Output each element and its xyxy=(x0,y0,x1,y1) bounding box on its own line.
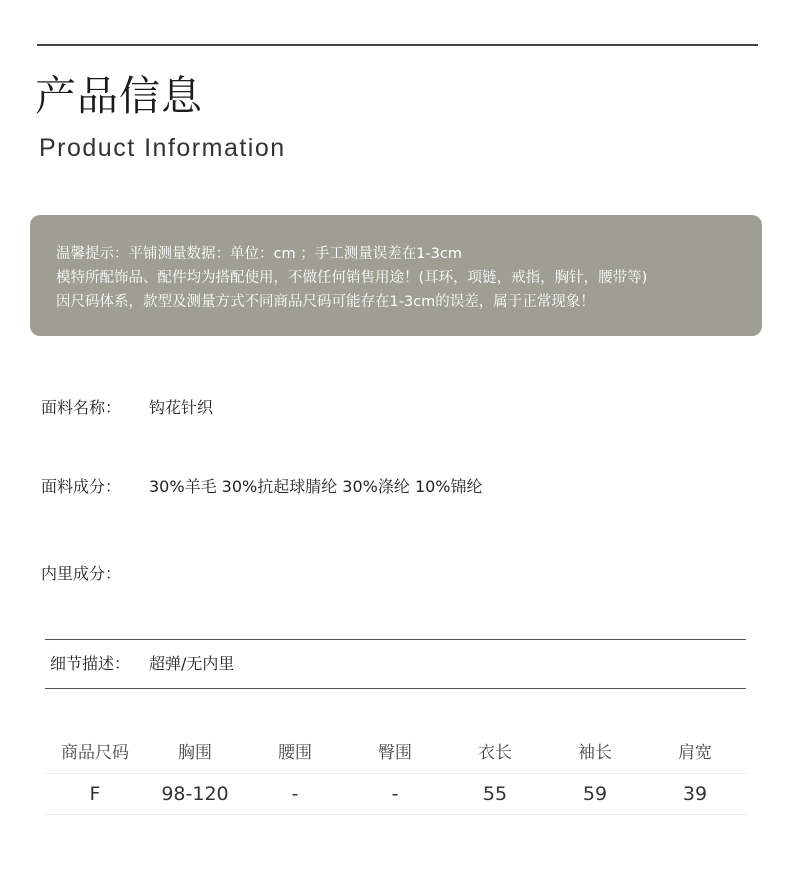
lining-composition-label: 内里成分： xyxy=(41,564,122,583)
header-shoulder: 肩宽 xyxy=(678,743,712,763)
page-subtitle: Product Information xyxy=(39,134,286,162)
header-length: 衣长 xyxy=(478,743,512,763)
header-hip: 臀围 xyxy=(378,743,412,763)
size-table xyxy=(45,733,746,815)
cell-length: 55 xyxy=(482,783,508,805)
notice-box xyxy=(30,215,762,336)
notice-line-accessories: 模特所配饰品、配件均为搭配使用，不做任何销售用途！(耳环，项链，戒指，胸针，腰带等) xyxy=(56,270,648,286)
cell-sleeve: 59 xyxy=(582,783,608,805)
header-size: 商品尺码 xyxy=(61,743,129,763)
header-bust: 胸围 xyxy=(178,743,212,763)
fabric-name-label: 面料名称： xyxy=(41,398,122,417)
cell-shoulder: 39 xyxy=(682,783,708,805)
table-row xyxy=(45,774,746,815)
detail-description-value: 超弹/无内里 xyxy=(149,654,235,673)
page-title: 产品信息 xyxy=(35,72,203,120)
notice-line-measurement: 温馨提示：平铺测量数据：单位：cm ；手工测量误差在1-3cm xyxy=(56,246,462,262)
fabric-name-value: 钩花针织 xyxy=(149,398,214,417)
cell-waist: - xyxy=(291,783,299,805)
fabric-composition-label: 面料成分： xyxy=(41,477,122,496)
top-divider xyxy=(37,44,758,46)
detail-description-label: 细节描述： xyxy=(50,654,131,673)
detail-description-row xyxy=(45,639,746,689)
header-sleeve: 袖长 xyxy=(578,743,612,763)
cell-size: F xyxy=(89,783,101,805)
notice-line-size-variance: 因尺码体系，款型及测量方式不同商品尺码可能存在1-3cm的误差，属于正常现象！ xyxy=(56,294,595,310)
fabric-composition-value: 30%羊毛 30%抗起球腈纶 30%涤纶 10%锦纶 xyxy=(149,477,483,496)
cell-bust: 98-120 xyxy=(161,783,229,805)
header-waist: 腰围 xyxy=(278,743,312,763)
cell-hip: - xyxy=(391,783,399,805)
size-table-header xyxy=(45,733,746,774)
